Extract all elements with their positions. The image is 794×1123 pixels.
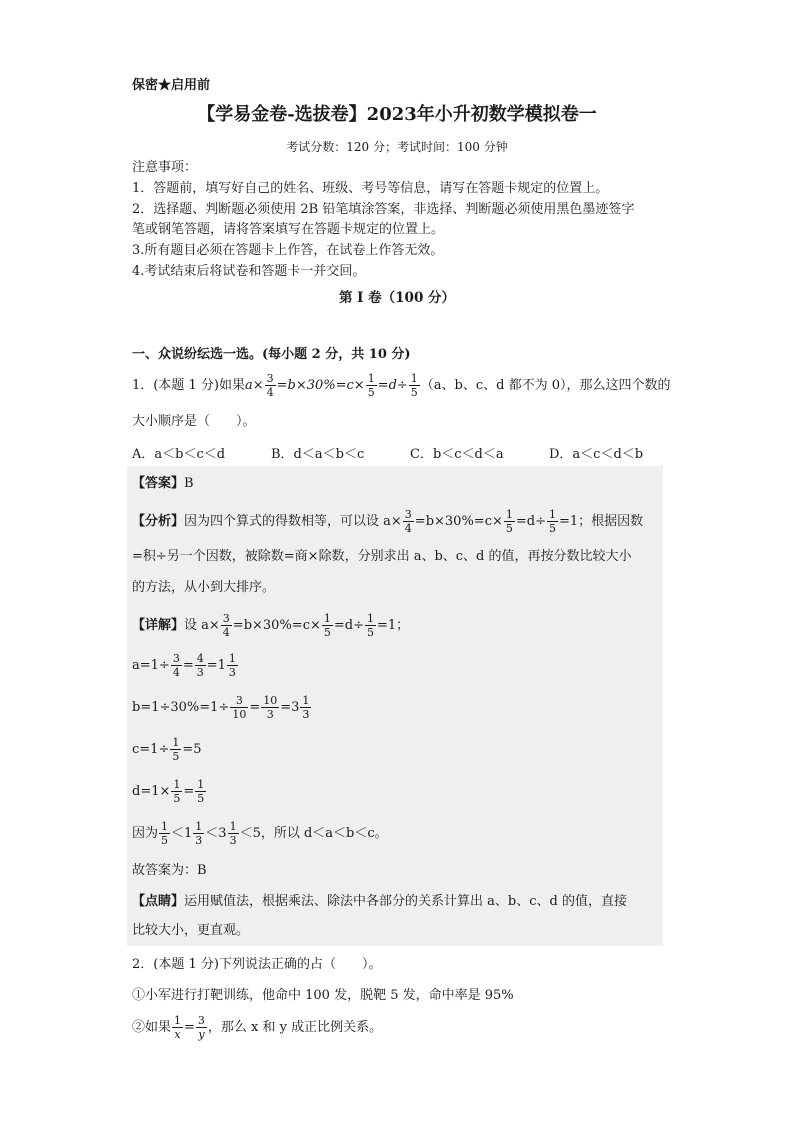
confidential-mark: 保密★启用前	[132, 78, 211, 93]
tip-line-1: 【点睛】运用赋值法，根据乘法、除法中各部分的关系计算出 a、b、c、d 的值，直接	[132, 894, 627, 909]
note-item: 2．选择题、判断题必须使用 2B 铅笔填涂答案，非选择、判断题必须使用黑色墨迹签字	[132, 202, 635, 217]
part-heading: 一、众说纷纭选一选。(每小题 2 分，共 10 分)	[132, 347, 411, 362]
analysis-line-1: 【分析】因为四个算式的得数相等，可以设 a× $\frac{3}{4}$ =b×30%=c× $\frac{1}{5}$ =d÷ $\frac{1}{5}$ =1；根据因数	[132, 508, 644, 535]
question-1-stem: 1．(本题 1 分)如果a× $\frac{3}{4}$ =b×30%=c× $\frac{1}{5}$ =d÷ $\frac{1}{5}$ （a、b、c、d 都不为 0），那么这四个数的	[132, 372, 671, 399]
section-heading: 第 I 卷（100 分）	[338, 290, 456, 306]
question-2-statement-2: ②如果 $\frac{1}{x}$ = $\frac{3}{y}$ ，那么 x 和 y 成正比例关系。	[132, 1014, 383, 1041]
note-item: 笔或钢笔答题，请将答案填写在答题卡规定的位置上。	[132, 222, 445, 237]
tip-line-2: 比较大小，更直观。	[132, 923, 250, 938]
question-2-stem: 2．(本题 1 分)下列说法正确的占（ ）。	[132, 957, 382, 972]
fraction: $\frac{3}{4}$	[266, 372, 274, 399]
question-2-statement-1: ①小军进行打靶训练，他命中 100 发，脱靶 5 发，命中率是 95%	[132, 988, 514, 1003]
notes-heading: 注意事项：	[132, 160, 198, 175]
detail-a: a=1÷ $\frac{3}{4}$ = $\frac{4}{3}$ =1 $\frac{1}{3}$	[132, 652, 236, 679]
option-a[interactable]: A．a＜b＜c＜d	[132, 447, 226, 462]
question-1-line2: 大小顺序是（ ）。	[132, 414, 256, 429]
detail-b: b=1÷30%=1÷ $\frac{3}{10}$ = $\frac{10}{3}$ =3 $\frac{1}{3}$	[132, 694, 310, 721]
note-item: 1．答题前，填写好自己的姓名、班级、考号等信息，请写在答题卡规定的位置上。	[132, 181, 609, 196]
analysis-line-3: 的方法，从小到大排序。	[132, 580, 276, 595]
final-answer: 故答案为：B	[132, 863, 207, 878]
detail-c: c=1÷ $\frac{1}{5}$ =5	[132, 736, 202, 763]
detail-conclusion: 因为 $\frac{1}{5}$ ＜1 $\frac{1}{3}$ ＜3 $\frac{1}{3}$ ＜5，所以 d＜a＜b＜c。	[132, 820, 388, 847]
page-title: 【学易金卷-选拔卷】2023年小升初数学模拟卷一	[197, 104, 597, 125]
option-d[interactable]: D．a＜c＜d＜b	[549, 447, 644, 462]
detail-line-1: 【详解】设 a× $\frac{3}{4}$ =b×30%=c× $\frac{1}{5}$ =d÷ $\frac{1}{5}$ =1；	[132, 612, 410, 639]
note-item: 3.所有题目必须在答题卡上作答，在试卷上作答无效。	[132, 243, 444, 258]
answer-line: 【答案】B	[132, 476, 194, 491]
option-b[interactable]: B．d＜a＜b＜c	[271, 447, 365, 462]
fraction: $\frac{1}{5}$	[410, 372, 418, 399]
option-c[interactable]: C．b＜c＜d＜a	[410, 447, 504, 462]
detail-d: d=1× $\frac{1}{5}$ = $\frac{1}{5}$	[132, 778, 205, 805]
note-item: 4.考试结束后将试卷和答题卡一并交回。	[132, 264, 366, 279]
fraction: $\frac{1}{5}$	[367, 372, 375, 399]
analysis-line-2: =积÷另一个因数，被除数=商×除数，分别求出 a、b、c、d 的值，再按分数比较大小	[132, 549, 632, 564]
exam-info: 考试分数：120 分；考试时间：100 分钟	[286, 140, 508, 154]
